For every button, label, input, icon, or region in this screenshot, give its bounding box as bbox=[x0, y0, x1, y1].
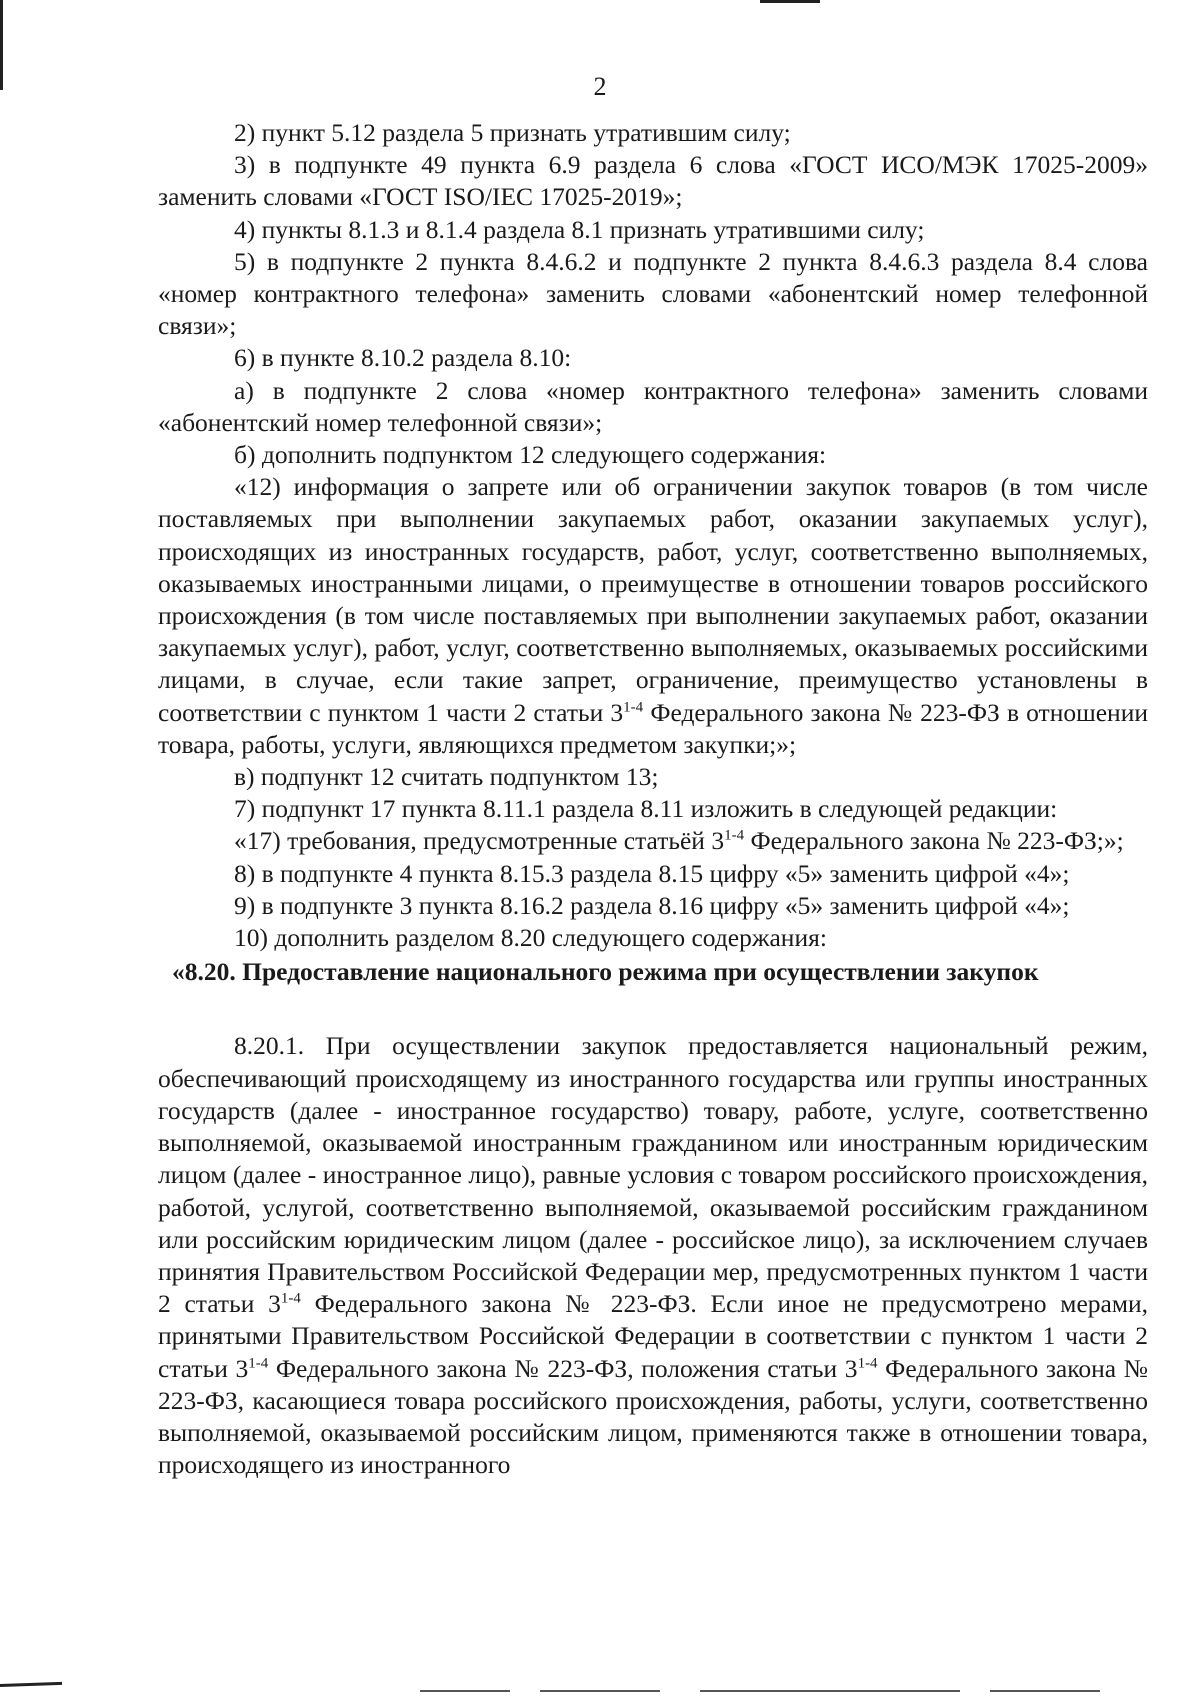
quote-12-text-end: Федерального закона № 223-ФЗ в отношении товара, работы, услуги, являющихся предметом закупки;»; bbox=[158, 697, 1148, 759]
paragraph-item-9: 9) в подпункте 3 пункта 8.16.2 раздела 8.16 цифру «5» заменить цифрой «4»; bbox=[234, 890, 1070, 920]
paragraph-item-6b: б) дополнить подпунктом 12 следующего содержания: bbox=[234, 440, 827, 470]
paragraph-item-6a: а) в подпункте 2 слова «номер контрактного телефона» заменить словами «абонентский номер телефонной связи»; bbox=[158, 375, 1148, 437]
scan-edge-bottom-dash bbox=[420, 1690, 510, 1692]
superscript-article: 1-4 bbox=[724, 827, 745, 844]
scan-edge-bottom-left bbox=[0, 1682, 62, 1687]
superscript-article: 1-4 bbox=[623, 699, 644, 716]
superscript-article: 1-4 bbox=[248, 1355, 269, 1372]
paragraph-quote-17 bbox=[158, 825, 1148, 857]
superscript-article: 1-4 bbox=[280, 1290, 301, 1307]
section-heading: «8.20. Предоставление национального режима при осуществлении закупок bbox=[172, 957, 1039, 987]
paragraph-section-8-20-1 bbox=[158, 1030, 1148, 1481]
quote-17-text-start: «17) требования, предусмотренные статьёй 3 bbox=[234, 826, 725, 856]
superscript-article: 1-4 bbox=[857, 1355, 878, 1372]
paragraph-item-6: 6) в пункте 8.10.2 раздела 8.10: bbox=[234, 343, 572, 373]
paragraph-item-3: 3) в подпункте 49 пункта 6.9 раздела 6 слова «ГОСТ ИСО/МЭК 17025-2009» заменить словами «ГОСТ ISO/IEC 17025-2019»; bbox=[158, 150, 1148, 212]
scan-edge-bottom-dash bbox=[540, 1690, 660, 1692]
scan-edge-bottom-dash bbox=[700, 1690, 960, 1692]
section-text-part-2: Федерального закона № 223-ФЗ. Если иное не предусмотрено мерами, принятыми Правительством Российской Федерации в соответствии с пунктом 1 части 2 статьи 3 bbox=[158, 1289, 1148, 1383]
scan-edge-top bbox=[760, 0, 820, 3]
quote-17-text-end: Федерального закона № 223-ФЗ;»; bbox=[744, 826, 1124, 856]
paragraph-quote-12 bbox=[158, 471, 1148, 761]
paragraph-item-8: 8) в подпункте 4 пункта 8.15.3 раздела 8.15 цифру «5» заменить цифрой «4»; bbox=[234, 858, 1070, 888]
scan-edge-bottom-dash bbox=[990, 1690, 1100, 1692]
section-text-part-3: Федерального закона № 223-ФЗ, положения статьи 3 bbox=[268, 1353, 858, 1383]
paragraph-item-5: 5) в подпункте 2 пункта 8.4.6.2 и подпункте 2 пункта 8.4.6.3 раздела 8.4 слова «номер контрактного телефона» заменить словами «абонентский номер телефонной связи»; bbox=[158, 246, 1148, 341]
paragraph-item-7: 7) подпункт 17 пункта 8.11.1 раздела 8.11 изложить в следующей редакции: bbox=[234, 794, 1058, 824]
paragraph-item-4: 4) пункты 8.1.3 и 8.1.4 раздела 8.1 признать утратившими силу; bbox=[234, 214, 925, 244]
paragraph-item-6v: в) подпункт 12 считать подпунктом 13; bbox=[234, 762, 659, 792]
section-text-part-4: Федерального закона № 223-ФЗ, касающиеся товара российского происхождения, работы, услуги, соответственно выполняемой, оказываемой российским лицом, применяются также в отношении товара, происходящего из иностранного bbox=[158, 1353, 1148, 1480]
paragraph-item-2: 2) пункт 5.12 раздела 5 признать утратившим силу; bbox=[234, 118, 791, 147]
document-body bbox=[158, 117, 1148, 1481]
quote-12-text-start: «12) информация о запрете или об ограничении закупок товаров (в том числе поставляемых при выполнении закупаемых работ, оказании закупаемых услуг), происходящих из иностранных государств, работ, услуг, соответственно выполняемых, оказываемых иностранными лицами, о преимуществе в отношении товаров российского происхождения (в том числе поставляемых при выполнении закупаемых работ, оказании закупаемых услуг), работ, услуг, соответственно выполняемых, оказываемых российскими лицами, в случае, если такие запрет, ограничение, преимущество установлены в соответствии с пунктом 1 части 2 статьи 3 bbox=[158, 472, 1148, 727]
page-number: 2 bbox=[593, 72, 607, 101]
paragraph-item-10: 10) дополнить разделом 8.20 следующего содержания: bbox=[234, 923, 827, 953]
section-text-part-1: 8.20.1. При осуществлении закупок предоставляется национальный режим, обеспечивающий происходящему из иностранного государства или группы иностранных государств (далее - иностранное государство) товару, работе, услуге, соответственно выполняемой, оказываемой иностранным гражданином или иностранным юридическим лицом (далее - иностранное лицо), равные условия с товаром российского происхождения, работой, услугой, соответственно выполняемой, оказываемой российским гражданином или российским юридическим лицом (далее - российское лицо), за исключением случаев принятия Правительством Российской Федерации мер, предусмотренных пунктом 1 части 2 статьи 3 bbox=[158, 1031, 1148, 1319]
